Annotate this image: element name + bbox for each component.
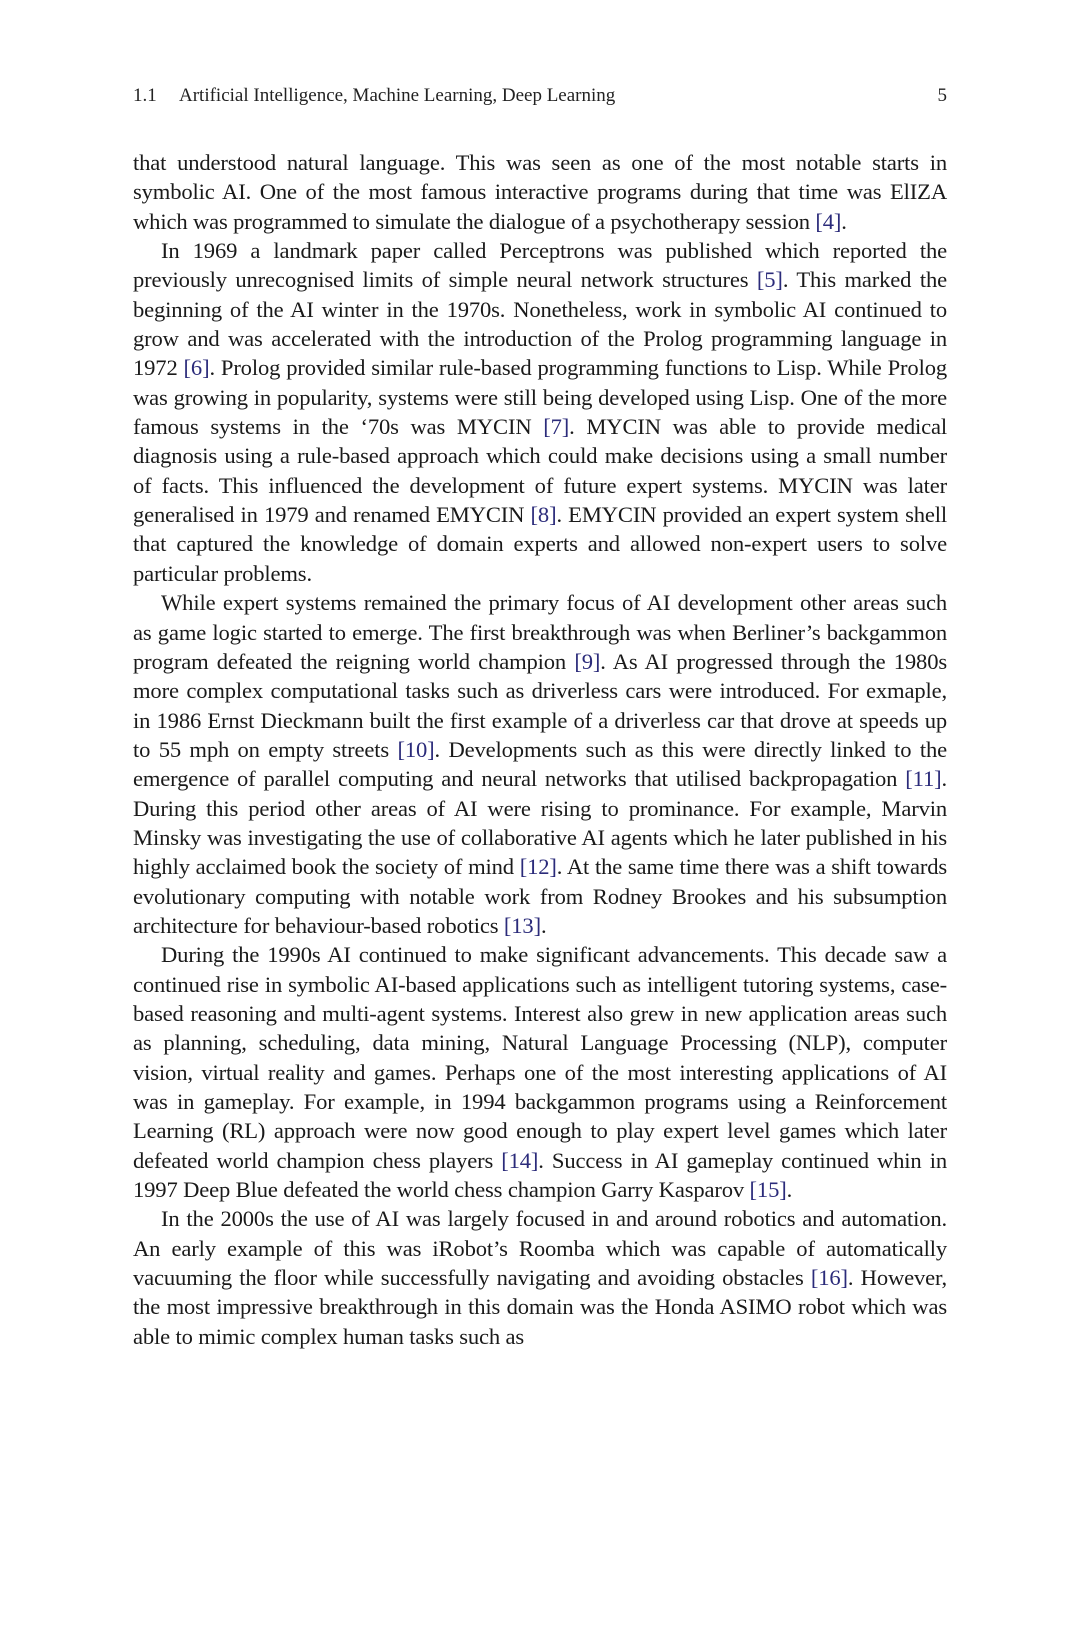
paragraph-perceptrons-expert-systems — [133, 236, 947, 588]
paragraph-text: . — [540, 912, 547, 938]
citation-link[interactable]: [16] — [810, 1265, 848, 1291]
running-head — [133, 84, 947, 108]
paragraph-text: In the 2000s the use of AI was largely focused in and around robotics and automation. An early example of this was iRobot’s Roomba which was capable of automatically vacuuming the floor while successfully navigating and avoiding obstacles — [133, 1206, 947, 1291]
paragraph-text: . However, the most impressive breakthrough in this domain was the Honda ASIMO robot which was able to mimic complex human tasks such as — [133, 1265, 947, 1349]
citation-link[interactable]: [9] — [574, 648, 601, 674]
citation-link[interactable]: [13] — [503, 912, 541, 938]
citation-link[interactable]: [15] — [749, 1177, 787, 1203]
citation-link[interactable]: [7] — [543, 414, 570, 440]
citation-link[interactable]: [6] — [183, 355, 210, 381]
paragraph-eliza — [133, 148, 947, 236]
paragraph-text: that understood natural language. This was seen as one of the most notable starts in symbolic AI. One of the most famous interactive programs during that time was ElIZA which was programmed to simulate the dialogue of a psychotherapy session — [133, 150, 947, 234]
citation-link[interactable]: [8] — [530, 502, 557, 528]
paragraph-text: . EMYCIN provided an expert system shell that captured the knowledge of domain experts and allowed non-expert users to solve particular problems. — [133, 502, 947, 586]
paragraph-text: . — [841, 208, 847, 234]
paragraph-text: . As AI progressed through the 1980s more complex computational tasks such as driverless cars were introduced. For exmaple, in 1986 Ernst Dieckmann built the first example of a driverless car that drove at speeds up to 55 mph on empty streets — [133, 648, 947, 762]
paragraph-text: . This marked the beginning of the AI winter in the 1970s. Nonetheless, work in symbolic AI continued to grow and was accelerated with the introduction of the Prolog programming language in 1972 — [133, 267, 947, 381]
citation-link[interactable]: [5] — [756, 267, 783, 293]
paragraph-text: . Prolog provided similar rule-based programming functions to Lisp. While Prolog was growing in popularity, systems were still being developed using Lisp. One of the more famous systems in the ‘70s was MYCIN — [133, 355, 947, 440]
paragraph-text: . Success in AI gameplay continued whin in 1997 Deep Blue defeated the world chess champion Garry Kasparov — [133, 1147, 947, 1203]
paragraph-text: While expert systems remained the primary focus of AI development other areas such as game logic started to emerge. The first breakthrough was when Berliner’s backgammon program defeated the reigning world champion — [133, 590, 947, 674]
citation-link[interactable]: [12] — [519, 854, 557, 880]
citation-link[interactable]: [10] — [397, 736, 435, 762]
paragraph-text: During the 1990s AI continued to make significant advancements. This decade saw a continued rise in symbolic AI-based applications such as intelligent tutoring systems, case-based reasoning and multi-agent systems. Interest also grew in new application areas such as planning, scheduling, data mining, Natural Language Processing (NLP), computer vision, virtual reality and games. Perhaps one of the most interesting applications of AI was in gameplay. For example, in 1994 backgammon programs using a Reinforcement Learning (RL) approach were now good enough to play expert level games which later defeated world champion chess players — [133, 942, 947, 1173]
paragraph-text: . At the same time there was a shift towards evolutionary computing with notable work from Rodney Brookes and his subsumption architecture for behaviour-based robotics — [133, 854, 947, 938]
paragraph-text: In 1969 a landmark paper called Perceptrons was published which reported the previously unrecognised limits of simple neural network structures — [133, 238, 947, 293]
paragraph-text: . During this period other areas of AI were rising to prominance. For example, Marvin Minsky was investigating the use of collaborative AI agents which he later published in his highly acclaimed book the society of mind — [133, 766, 947, 880]
page-number: 5 — [937, 85, 947, 106]
paragraph-text: . MYCIN was able to provide medical diagnosis using a rule-based approach which could make decisions using a small number of facts. This influenced the development of future expert systems. MYCIN was later generalised in 1979 and renamed EMYCIN — [133, 414, 947, 528]
section-number: 1.1 — [133, 85, 157, 106]
paragraph-text: . Developments such as this were directly linked to the emergence of parallel computing and neural networks that utilised backpropagation — [133, 736, 947, 792]
paragraph-1990s-advancements — [133, 940, 947, 1204]
citation-link[interactable]: [14] — [501, 1147, 539, 1173]
citation-link[interactable]: [4] — [815, 208, 842, 234]
section-title: Artificial Intelligence, Machine Learning, Deep Learning — [179, 85, 616, 106]
paragraph-text: . — [786, 1177, 793, 1203]
paragraph-2000s-robotics — [133, 1204, 947, 1351]
body-text — [133, 148, 947, 1351]
citation-link[interactable]: [11] — [905, 766, 942, 792]
paragraph-1980s-developments — [133, 588, 947, 940]
